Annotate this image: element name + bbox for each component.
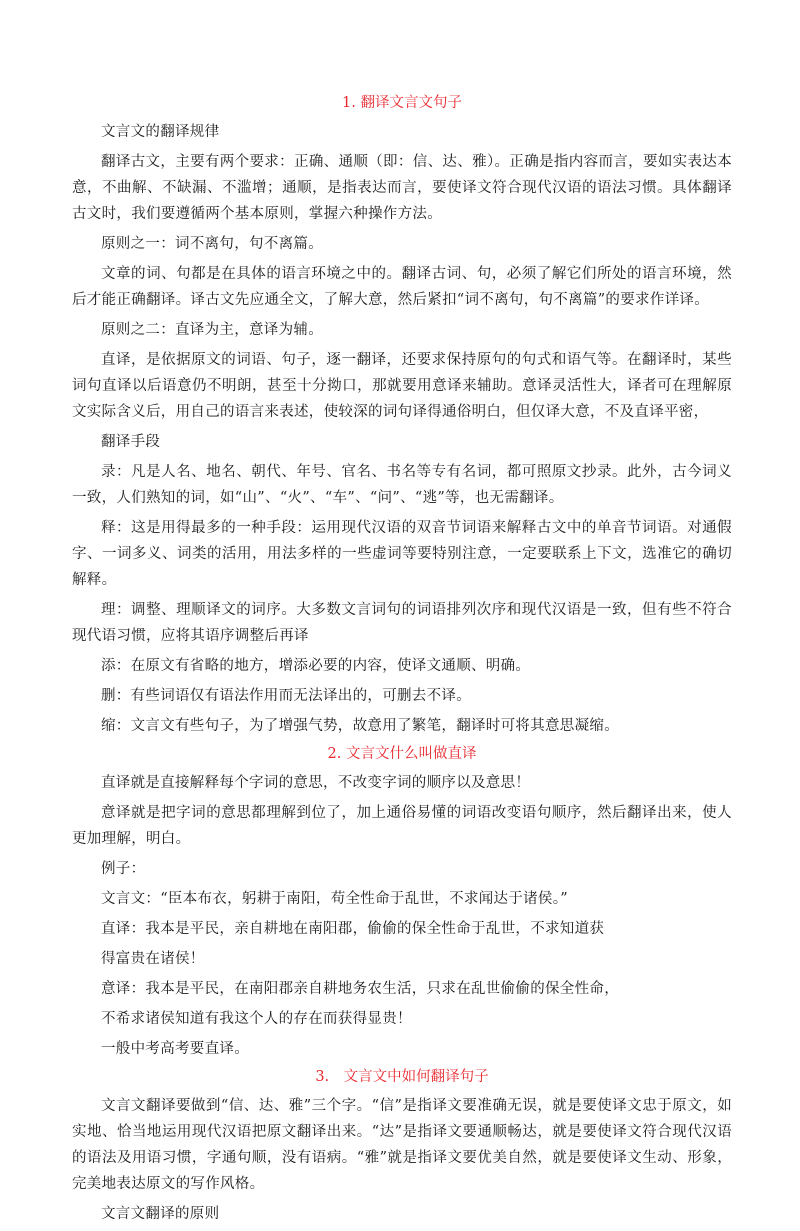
paragraph: 原则之二：直译为主，意译为辅。 bbox=[101, 322, 323, 338]
paragraph: 原则之一：词不离句，句不离篇。 bbox=[101, 236, 323, 252]
paragraph: 直译就是直接解释每个字词的意思，不改变字词的顺序以及意思！ bbox=[101, 775, 531, 791]
section-heading: 1. 翻译文言文句子 bbox=[342, 95, 462, 111]
paragraph: 不希求诸侯知道有我这个人的存在而获得显贵！ bbox=[101, 1011, 412, 1027]
paragraph: 理：调整、理顺译文的词序。大多数文言词句的词语排列次序和现代汉语是一致，但有些不符合现代语习惯，应将其语序调整后再译 bbox=[72, 602, 732, 644]
paragraph: 缩：文言文有些句子，为了增强气势，故意用了繁笔，翻译时可将其意思凝缩。 bbox=[101, 718, 619, 734]
section-2 bbox=[72, 743, 732, 1062]
section-3 bbox=[72, 1066, 732, 1227]
section-1 bbox=[72, 92, 732, 739]
section-heading: 2. 文言文什么叫做直译 bbox=[327, 746, 477, 762]
document-body bbox=[72, 92, 732, 1231]
section-heading: 3. 文言文中如何翻译句子 bbox=[315, 1069, 489, 1085]
paragraph: 文言文翻译要做到“信、达、雅”三个字。“信”是指译文要准确无误，就是要使译文忠于原文，如实地、恰当地运用现代汉语把原文翻译出来。“达”是指译文要通顺畅达，就是要使译文符合现代汉语的语法及用语习惯，字通句顺，没有语病。“雅”就是指译文要优美自然，就是要使译文生动、形象，完美地表达原文的写作风格。 bbox=[72, 1098, 732, 1192]
paragraph: 文章的词、句都是在具体的语言环境之中的。翻译古词、句，必须了解它们所处的语言环境，然后才能正确翻译。译古文先应通全文，了解大意，然后紧扣“词不离句，句不离篇”的要求作详译。 bbox=[72, 266, 732, 308]
paragraph: 直译，是依据原文的词语、句子，逐一翻译，还要求保持原句的句式和语气等。在翻译时，某些词句直译以后语意仍不明朗，甚至十分拗口，那就要用意译来辅助。意译灵活性大，译者可在理解原文实际含义后，用自己的语言来表述，使较深的词句译得通俗明白，但仅译大意，不及直译平密， bbox=[72, 352, 732, 420]
paragraph: 翻译古文，主要有两个要求：正确、通顺（即：信、达、雅）。正确是指内容而言，要如实表达本意，不曲解、不缺漏、不滥增；通顺，是指表达而言，要使译文符合现代汉语的语法习惯。具体翻译古文时，我们要遵循两个基本原则，掌握六种操作方法。 bbox=[72, 154, 732, 222]
paragraph: 得富贵在诸侯！ bbox=[101, 951, 205, 967]
paragraph: 文言文翻译的原则 bbox=[101, 1206, 220, 1222]
paragraph: 添：在原文有省略的地方，增添必要的内容，使译文通顺、明确。 bbox=[101, 658, 531, 674]
paragraph: 一般中考高考要直译。 bbox=[101, 1041, 249, 1057]
paragraph: 删：有些词语仅有语法作用而无法译出的，可删去不译。 bbox=[101, 688, 471, 704]
paragraph: 录：凡是人名、地名、朝代、年号、官名、书名等专有名词，都可照原文抄录。此外，古今词义一致，人们熟知的词，如“山”、“火”、“车”、“问”、“逃”等，也无需翻译。 bbox=[72, 464, 732, 506]
paragraph: 例子： bbox=[101, 861, 146, 877]
paragraph: 文言文的翻译规律 bbox=[101, 124, 220, 140]
paragraph: 意译就是把字词的意思都理解到位了，加上通俗易懂的词语改变语句顺序，然后翻译出来，使人更加理解，明白。 bbox=[72, 805, 732, 847]
paragraph: 翻译手段 bbox=[101, 434, 161, 450]
paragraph: 文言文：“臣本布衣，躬耕于南阳，苟全性命于乱世，不求闻达于诸侯。” bbox=[101, 891, 568, 907]
paragraph: 直译：我本是平民，亲自耕地在南阳郡，偷偷的保全性命于乱世，不求知道获 bbox=[101, 921, 605, 937]
paragraph: 释：这是用得最多的一种手段：运用现代汉语的双音节词语来解释古文中的单音节词语。对通假字、一词多义、词类的活用，用法多样的一些虚词等要特别注意，一定要联系上下文，选准它的确切解释。 bbox=[72, 520, 732, 588]
paragraph: 意译：我本是平民，在南阳郡亲自耕地务农生活，只求在乱世偷偷的保全性命， bbox=[101, 981, 619, 997]
